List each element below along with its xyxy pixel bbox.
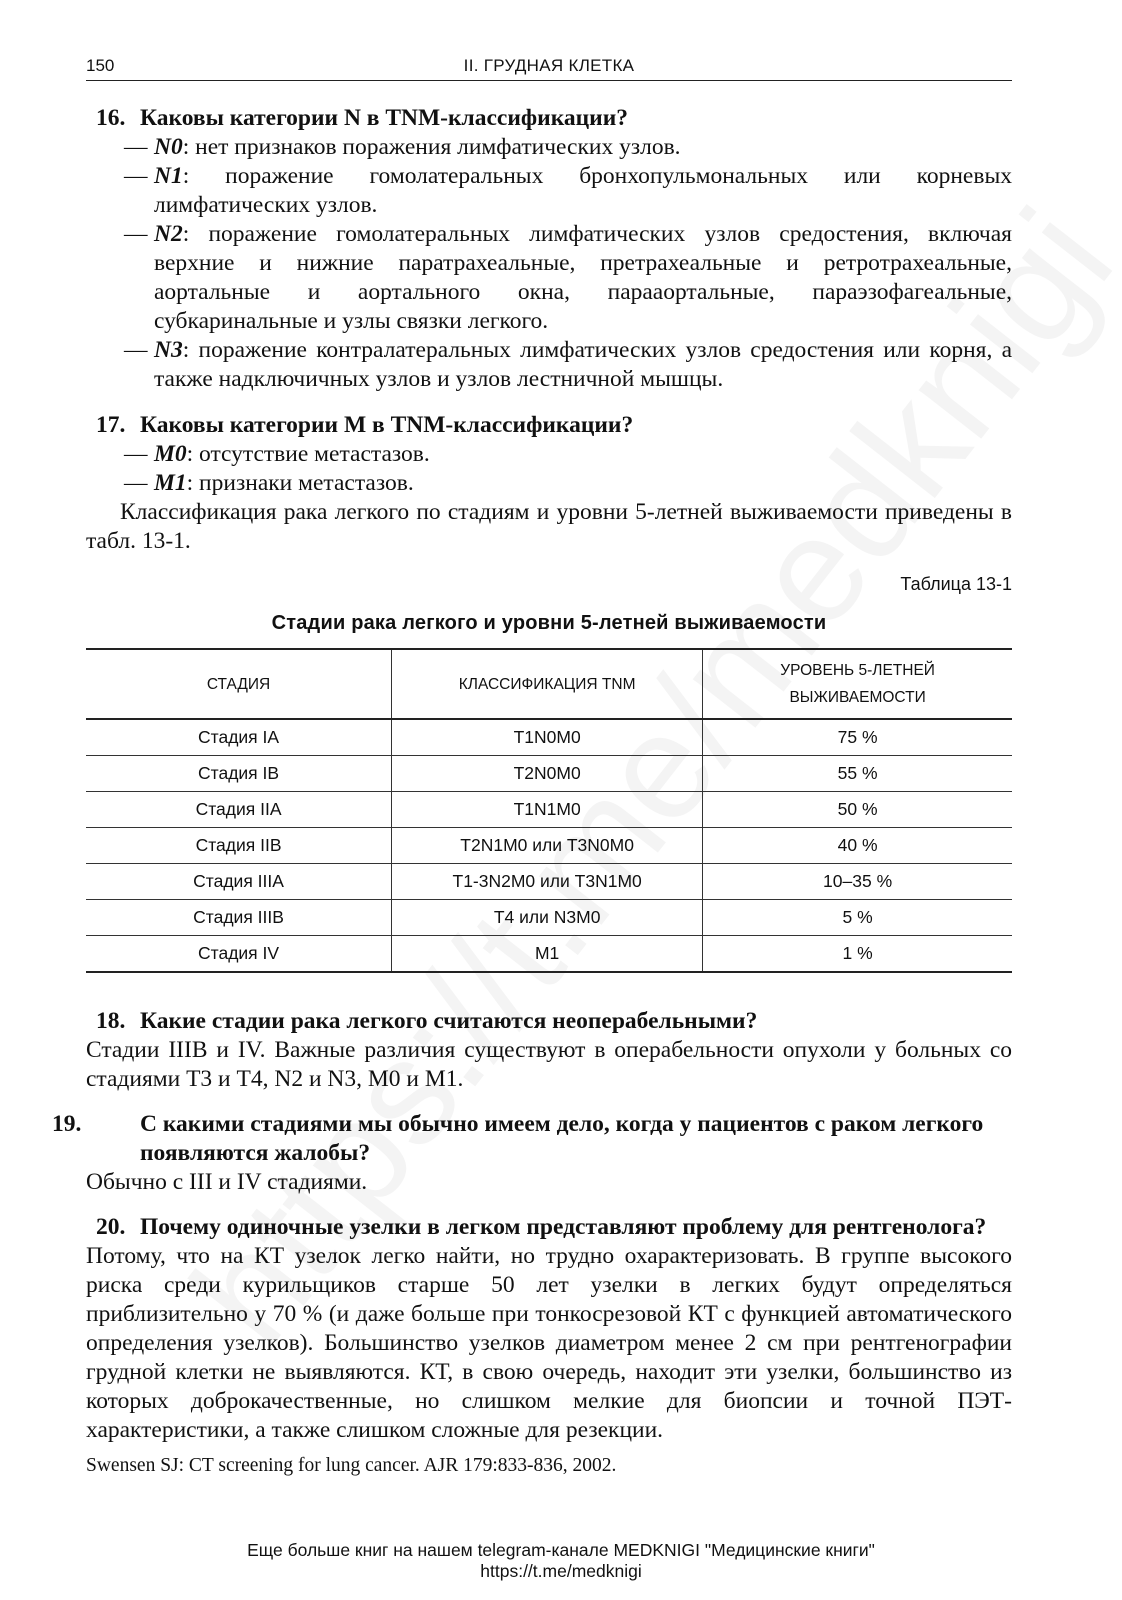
question-19 (52, 1110, 1012, 1168)
page-content (52, 104, 1012, 1480)
question-text: Почему одиночные узелки в легком представляют проблему для рентгенолога? (140, 1214, 987, 1240)
question-number: 19. (52, 1111, 82, 1137)
table-label: Таблица 13-1 (900, 574, 1012, 594)
table-cell: 55 % (703, 756, 1012, 792)
question-text: С какими стадиями мы обычно имеем дело, когда у пациентов с раком легкого появляются жалобы? (140, 1111, 984, 1166)
page-number: 150 (86, 56, 115, 75)
list-item: — N1: поражение гомолатеральных бронхопульмональных или корневых лимфатических узлов. (124, 163, 1012, 218)
table-row (86, 719, 1012, 756)
term: N1 (154, 163, 183, 189)
table-cell: T1N0M0 (392, 719, 703, 756)
list-item: — M1: признаки метастазов. (124, 470, 414, 496)
table-cell: 50 % (703, 792, 1012, 828)
table-title: Стадии рака легкого и уровни 5-летней выживаемости (271, 612, 827, 634)
n-categories-list (86, 133, 1012, 394)
column-header-survival: УРОВЕНЬ 5-ЛЕТНЕЙ ВЫЖИВАЕМОСТИ (703, 649, 1012, 719)
column-header-tnm: КЛАССИФИКАЦИЯ TNM (392, 649, 703, 719)
table-row (86, 756, 1012, 792)
list-item: — N3: поражение контралатеральных лимфатических узлов средостения или корня, а также надключичных узлов и узлов лестничной мышцы. (124, 337, 1012, 392)
page-footer (0, 1540, 1122, 1582)
table-row (86, 792, 1012, 828)
question-number: 17. (96, 412, 126, 438)
table-row (86, 828, 1012, 864)
list-item: — N2: поражение гомолатеральных лимфатических узлов средостения, включая верхние и нижние паратрахеальные, претрахеальные и ретротрахеальные, аортальные и аортального окна, парааортальные, параэзофагеальные, субкаринальные и узлы связки легкого. (124, 221, 1012, 334)
question-text: Каковы категории N в TNM-классификации? (140, 105, 628, 131)
stages-table (86, 648, 1012, 973)
table-cell: 75 % (703, 719, 1012, 756)
question-text: Какие стадии рака легкого считаются неоперабельными? (140, 1008, 758, 1034)
table-cell: 5 % (703, 900, 1012, 936)
reference: Swensen SJ: CT screening for lung cancer. AJR 179:833-836, 2002. (86, 1455, 617, 1476)
table-intro-paragraph: Классификация рака легкого по стадиям и уровни 5-летней выживаемости приведены в табл. 13-1. (86, 499, 1012, 554)
question-text: Каковы категории M в TNM-классификации? (140, 412, 634, 438)
term: M1 (154, 470, 187, 496)
table-cell: Стадия IIB (86, 828, 392, 864)
m-categories-list (86, 440, 1012, 498)
question-number: 18. (96, 1008, 126, 1034)
table-cell: 40 % (703, 828, 1012, 864)
list-item: — N0: нет признаков поражения лимфатических узлов. (124, 134, 681, 160)
question-number: 20. (96, 1214, 126, 1240)
page-header (86, 56, 1012, 81)
table-cell: T1N1M0 (392, 792, 703, 828)
answer-20: Потому, что на КТ узелок легко найти, но трудно охарактеризовать. В группе высокого риска среди курильщиков старше 50 лет узелки в легких будут определяться приблизительно у 70 % (и даже больше при тонкосрезовой КТ с функцией автоматического определения узелков). Большинство узелков диаметром менее 2 см при рентгенографии грудной клетки не выявляются. КТ, в свою очередь, находит эти узелки, большинство из которых доброкачественные, но слишком мелкие для биопсии и точной ПЭТ-характеристики, а также слишком сложные для резекции. (86, 1243, 1012, 1443)
table-row (86, 936, 1012, 973)
table-cell: T2N0M0 (392, 756, 703, 792)
term: M0 (154, 441, 187, 467)
table-row (86, 900, 1012, 936)
table-cell: Стадия IIIA (86, 864, 392, 900)
answer-19: Обычно с III и IV стадиями. (86, 1169, 368, 1195)
term: N2 (154, 221, 183, 247)
table-cell: T4 или N3M0 (392, 900, 703, 936)
question-20 (86, 1213, 1012, 1242)
table-cell: Стадия IIA (86, 792, 392, 828)
table-header-row (86, 649, 1012, 719)
answer-18: Стадии IIIB и IV. Важные различия существуют в операбельности опухоли у больных со стадиями T3 и T4, N2 и N3, M0 и M1. (86, 1037, 1012, 1092)
table-cell: Стадия IV (86, 936, 392, 973)
table-cell: Стадия IIIB (86, 900, 392, 936)
table-cell: 10–35 % (703, 864, 1012, 900)
footer-promo-text: Еще больше книг на нашем telegram-канале MEDKNIGI "Медицинские книги" (247, 1540, 875, 1560)
running-title: II. ГРУДНАЯ КЛЕТКА (463, 56, 635, 75)
table-cell: M1 (392, 936, 703, 973)
table-cell: 1 % (703, 936, 1012, 973)
question-17 (86, 411, 1012, 440)
table-row (86, 864, 1012, 900)
question-16 (86, 104, 1012, 133)
question-number: 16. (96, 105, 126, 131)
table-cell: Стадия IB (86, 756, 392, 792)
table-cell: T1-3N2M0 или T3N1M0 (392, 864, 703, 900)
term: N3 (154, 337, 183, 363)
table-cell: T2N1M0 или T3N0M0 (392, 828, 703, 864)
table-cell: Стадия IA (86, 719, 392, 756)
term: N0 (154, 134, 183, 160)
question-18 (86, 1007, 1012, 1036)
list-item: — M0: отсутствие метастазов. (124, 441, 430, 467)
footer-link[interactable]: https://t.me/medknigi (480, 1561, 642, 1581)
column-header-stage: СТАДИЯ (86, 649, 392, 719)
